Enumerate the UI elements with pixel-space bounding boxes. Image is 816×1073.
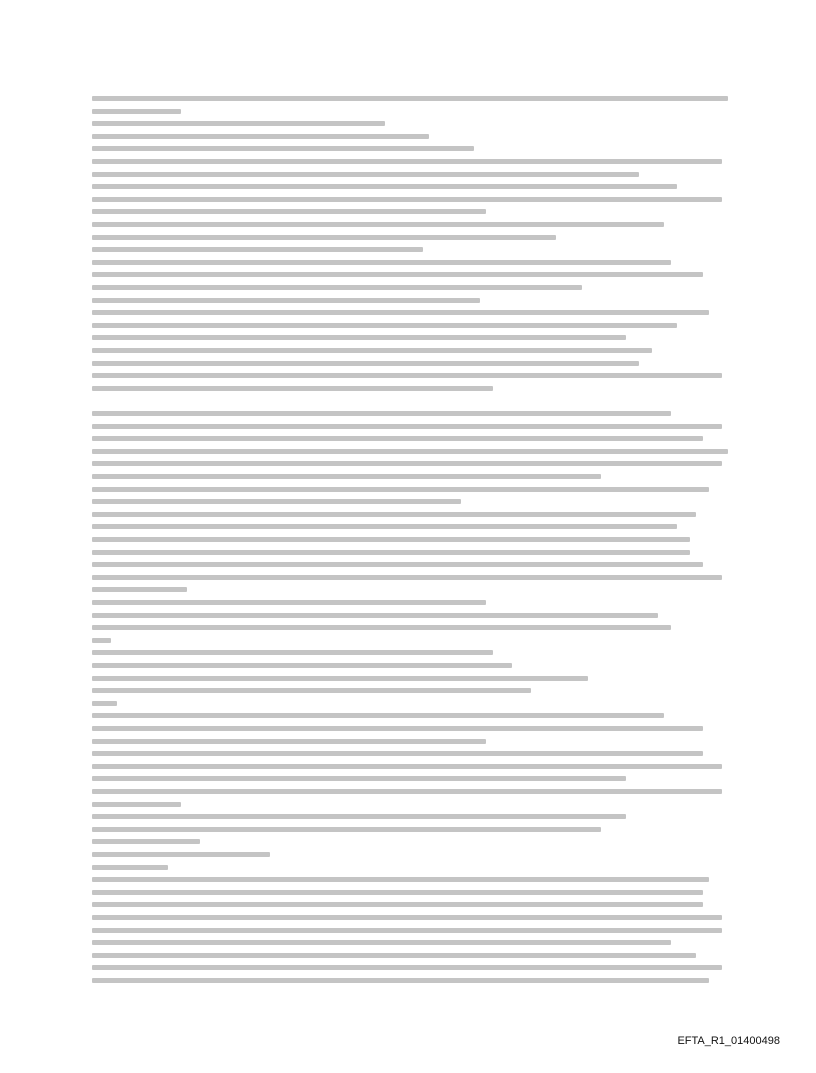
garbled-text-line: [92, 159, 722, 164]
document-id-footer: EFTA_R1_01400498: [677, 1035, 780, 1047]
garbled-text-line: [92, 663, 512, 668]
garbled-text-line: [92, 260, 671, 265]
garbled-text-line: [92, 209, 486, 214]
garbled-text-line: [92, 638, 111, 643]
garbled-text-line: [92, 965, 722, 970]
garbled-text-line: [92, 865, 168, 870]
garbled-text-line: [92, 96, 728, 101]
garbled-text-line: [92, 361, 639, 366]
garbled-text-line: [92, 222, 664, 227]
garbled-text-line: [92, 172, 639, 177]
garbled-text-line: [92, 953, 696, 958]
garbled-text-line: [92, 688, 531, 693]
garbled-text-line: [92, 902, 703, 907]
garbled-text-line: [92, 739, 486, 744]
garbled-text-line: [92, 424, 722, 429]
garbled-text-line: [92, 928, 722, 933]
garbled-text-line: [92, 890, 703, 895]
garbled-text-line: [92, 512, 696, 517]
garbled-text-line: [92, 814, 626, 819]
garbled-text-line: [92, 310, 709, 315]
garbled-text-line: [92, 827, 601, 832]
garbled-text-line: [92, 751, 703, 756]
garbled-text-line: [92, 298, 480, 303]
garbled-text-line: [92, 915, 722, 920]
garbled-text-line: [92, 436, 703, 441]
garbled-text-line: [92, 575, 722, 580]
garbled-text-line: [92, 789, 722, 794]
garbled-text-line: [92, 676, 588, 681]
garbled-text-line: [92, 335, 626, 340]
garbled-text-line: [92, 348, 652, 353]
garbled-text-line: [92, 247, 423, 252]
garbled-text-body: [92, 96, 728, 1036]
garbled-text-line: [92, 411, 671, 416]
garbled-text-line: [92, 802, 181, 807]
garbled-text-line: [92, 701, 117, 706]
garbled-text-line: [92, 978, 709, 983]
garbled-text-line: [92, 197, 722, 202]
garbled-text-line: [92, 474, 601, 479]
garbled-text-line: [92, 852, 270, 857]
garbled-text-line: [92, 600, 486, 605]
garbled-text-line: [92, 587, 187, 592]
garbled-text-line: [92, 839, 200, 844]
garbled-text-line: [92, 461, 722, 466]
garbled-text-line: [92, 499, 461, 504]
garbled-text-line: [92, 524, 677, 529]
garbled-text-line: [92, 562, 703, 567]
garbled-text-line: [92, 877, 709, 882]
garbled-text-line: [92, 764, 722, 769]
garbled-text-line: [92, 373, 722, 378]
garbled-text-line: [92, 235, 556, 240]
garbled-text-line: [92, 386, 493, 391]
garbled-text-line: [92, 650, 493, 655]
garbled-text-line: [92, 713, 664, 718]
garbled-text-line: [92, 449, 728, 454]
garbled-text-line: [92, 625, 671, 630]
garbled-text-line: [92, 550, 690, 555]
garbled-text-line: [92, 134, 429, 139]
garbled-text-line: [92, 487, 709, 492]
garbled-text-line: [92, 776, 626, 781]
garbled-text-line: [92, 272, 703, 277]
garbled-text-line: [92, 613, 658, 618]
garbled-text-line: [92, 726, 703, 731]
garbled-text-line: [92, 940, 671, 945]
garbled-text-line: [92, 323, 677, 328]
garbled-text-line: [92, 146, 474, 151]
garbled-text-line: [92, 285, 582, 290]
garbled-text-line: [92, 121, 385, 126]
garbled-text-line: [92, 109, 181, 114]
garbled-text-line: [92, 537, 690, 542]
garbled-text-line: [92, 184, 677, 189]
